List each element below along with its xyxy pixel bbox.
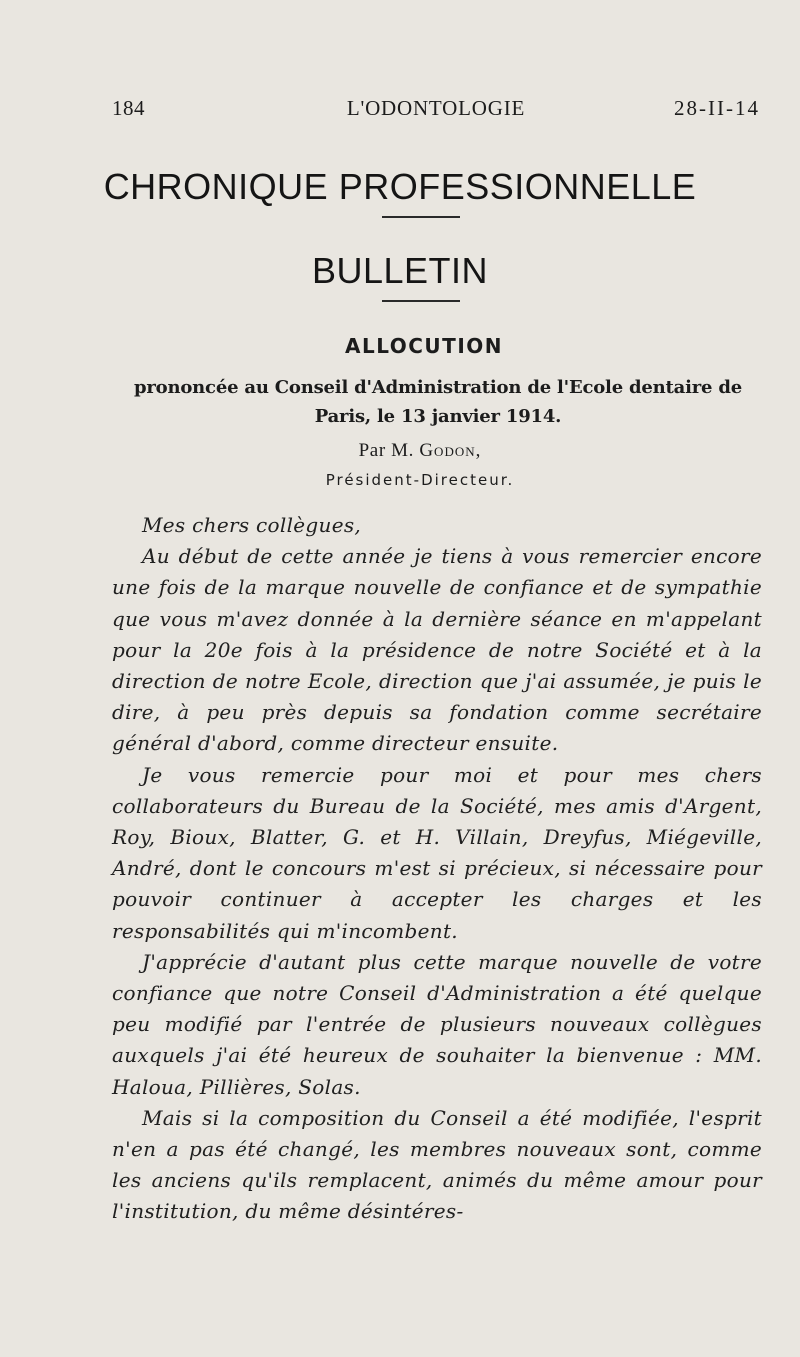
body-text bbox=[112, 510, 762, 1228]
author-role: Président-Directeur. bbox=[325, 471, 515, 489]
journal-title: L'ODONTOLOGIE bbox=[346, 96, 526, 120]
issue-date: 28-II-14 bbox=[674, 96, 760, 120]
body-paragraph: Mais si la composition du Conseil a été modifiée, l'esprit n'en a pas été changé, les membres nouveaux sont, comme les anciens qu'ils remplacent, animés du même amour pour l'institution, du même désintéres- bbox=[112, 1105, 762, 1224]
bulletin-divider bbox=[382, 300, 460, 302]
author-name: Godon, bbox=[419, 440, 482, 461]
page-number: 184 bbox=[112, 96, 145, 120]
body-paragraph: Au début de cette année je tiens à vous remercier encore une fois de la marque nouvelle de confiance et de sympathie que vous m'avez donnée à la dernière séance en m'appelant pour la 20e fois à la présidence de notre Société et à la direction de notre Ecole, direction que j'ai assumée, je puis le dire, à peu près depuis sa fondation comme secrétaire général d'abord, comme directeur ensuite. bbox=[112, 544, 762, 756]
byline bbox=[0, 440, 800, 462]
body-paragraph: J'apprécie d'autant plus cette marque nouvelle de votre confiance que notre Conseil d'Administration a été quelque peu modifié par l'entrée de plusieurs nouveaux collègues auxquels j'ai été heureux de souhaiter la bienvenue : MM. Haloua, Pillières, Solas. bbox=[112, 949, 762, 1099]
bulletin-title: BULLETIN bbox=[311, 250, 489, 291]
address-subtitle: prononcée au Conseil d'Administration de l'Ecole dentaire de Paris, le 13 janvier 1914. bbox=[134, 377, 742, 427]
running-header bbox=[112, 96, 760, 126]
byline-prefix: Par M. bbox=[358, 440, 414, 461]
section-heading: ALLOCUTION bbox=[345, 334, 503, 358]
title-divider bbox=[382, 216, 460, 218]
salutation-paragraph: Mes chers collègues, bbox=[142, 513, 362, 537]
chronicle-title: CHRONIQUE PROFESSIONNELLE bbox=[103, 166, 697, 207]
body-paragraph: Je vous remercie pour moi et pour mes chers collaborateurs du Bureau de la Société, mes amis d'Argent, Roy, Bioux, Blatter, G. et H. Villain, Dreyfus, Miégeville, André, dont le concours m'est si précieux, si nécessaire pour pouvoir continuer à accepter les charges et les responsabilités qui m'incombent. bbox=[112, 762, 762, 943]
